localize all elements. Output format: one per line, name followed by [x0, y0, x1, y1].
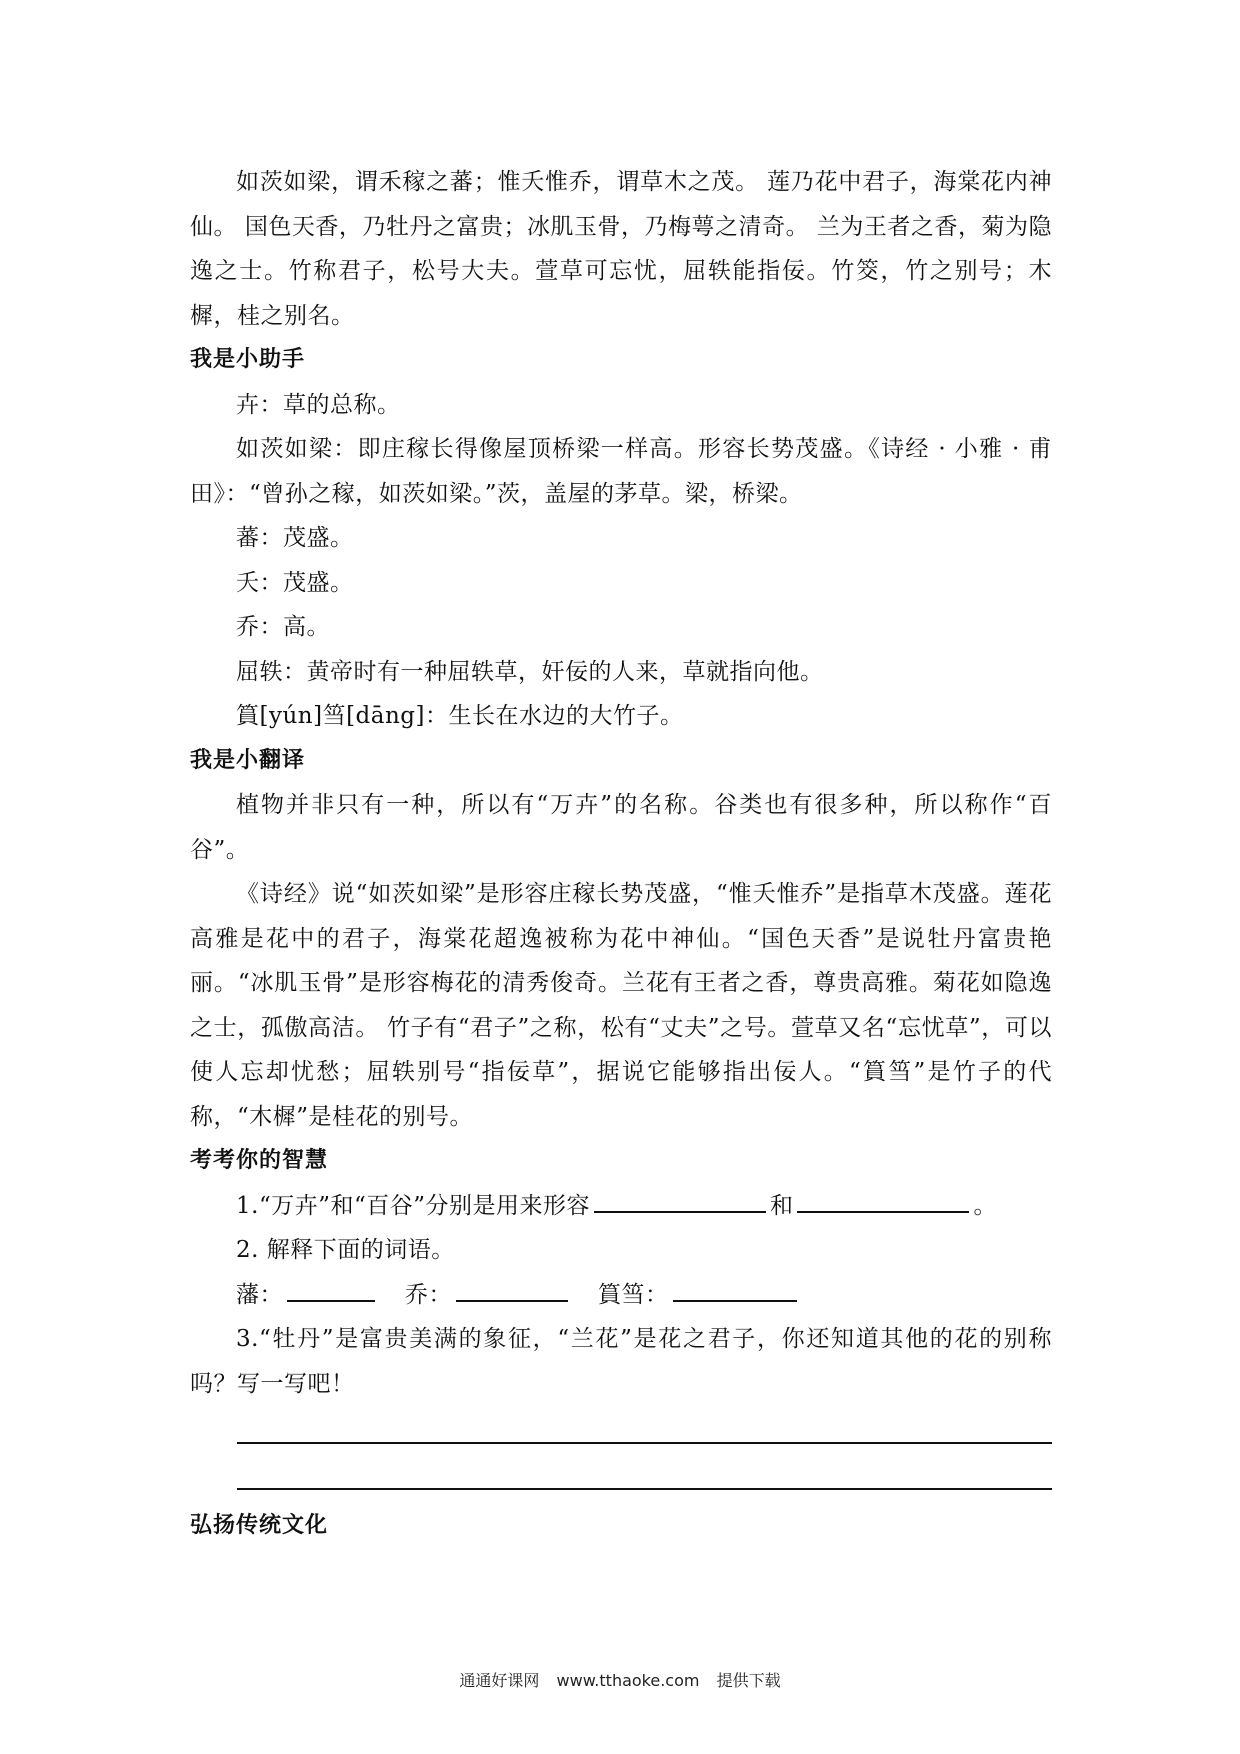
question-1-and: 和: [769, 1192, 794, 1219]
answer-blank-term-2[interactable]: [456, 1276, 568, 1302]
term-label: 藩：: [236, 1281, 283, 1308]
question-2-prompt: 2. 解释下面的词语。: [236, 1237, 455, 1263]
footer-suffix: 提供下载: [716, 1671, 781, 1690]
question-1: [190, 1184, 1052, 1229]
answer-blank-1[interactable]: [594, 1187, 766, 1213]
answer-blank-term-1[interactable]: [287, 1276, 375, 1302]
helper-item: 卉：草的总称。: [236, 391, 401, 418]
document-page: [190, 160, 1052, 1549]
answer-line[interactable]: [237, 1442, 1052, 1444]
answer-blank-2[interactable]: [797, 1187, 969, 1213]
term-label: 篔筜：: [598, 1281, 669, 1308]
page-footer: [0, 1668, 1240, 1691]
quiz-heading: 考考你的智慧: [190, 1148, 329, 1173]
answer-blank-term-3[interactable]: [673, 1276, 797, 1302]
question-1-text: 1.“万卉”和“百谷”分别是用来形容: [236, 1192, 590, 1219]
question-3: 3.“牡丹”是富贵美满的象征，“兰花”是花之君子，你还知道其他的花的别称吗？写一写吧！: [190, 1326, 1052, 1397]
intro-paragraph: 如茨如梁，谓禾稼之蕃；惟夭惟乔，谓草木之茂。 莲乃花中君子，海棠花内神仙。 国色天香，乃牡丹之富贵；冰肌玉骨，乃梅萼之清奇。 兰为王者之香，菊为隐逸之士。竹称君子，松号大夫。萱草可忘忧，屈轶能指佞。竹筊，竹之别号；木樨，桂之别名。: [190, 169, 1052, 329]
translation-heading: 我是小翻译: [190, 747, 306, 773]
translation-paragraph: 《诗经》说“如茨如梁”是形容庄稼长势茂盛，“惟夭惟乔”是指草木茂盛。莲花高雅是花中的君子，海棠花超逸被称为花中神仙。“国色天香”是说牡丹富贵艳丽。“冰肌玉骨”是形容梅花的清秀俊奇。兰花有王者之香，尊贵高雅。菊花如隐逸之士，孤傲高洁。 竹子有“君子”之称，松有“丈夫”之号。萱草又名“忘忧草”，可以使人忘却忧愁；屈轶别号“指佞草”，据说它能够指出佞人。“篔筜”是竹子的代称，“木樨”是桂花的别号。: [190, 881, 1052, 1130]
term-label: 乔：: [405, 1281, 452, 1308]
helper-item: 乔：高。: [236, 614, 330, 640]
question-1-end: 。: [973, 1192, 997, 1219]
helper-item: 屈轶：黄帝时有一种屈轶草，奸佞的人来，草就指向他。: [236, 658, 824, 685]
helper-heading: 我是小助手: [190, 347, 306, 372]
footer-site-name: 通通好课网: [459, 1671, 540, 1690]
footer-url[interactable]: www.tthaoke.com: [556, 1671, 700, 1690]
answer-line[interactable]: [237, 1488, 1052, 1490]
question-2-terms: [190, 1273, 1052, 1318]
helper-item: 夭：茂盛。: [236, 569, 354, 596]
helper-item: 如茨如梁：即庄稼长得像屋顶桥梁一样高。形容长势茂盛。《诗经 · 小雅 · 甫田》：“曾孙之稼，如茨如梁。”茨，盖屋的茅草。梁，桥梁。: [190, 436, 1052, 507]
translation-paragraph: 植物并非只有一种，所以有“万卉”的名称。谷类也有很多种，所以称作“百谷”。: [190, 792, 1052, 863]
section-heading: 弘扬传统文化: [190, 1513, 329, 1538]
helper-item: 篔[yún]筜[dāng]：生长在水边的大竹子。: [236, 703, 684, 729]
helper-item: 蕃：茂盛。: [236, 525, 354, 551]
